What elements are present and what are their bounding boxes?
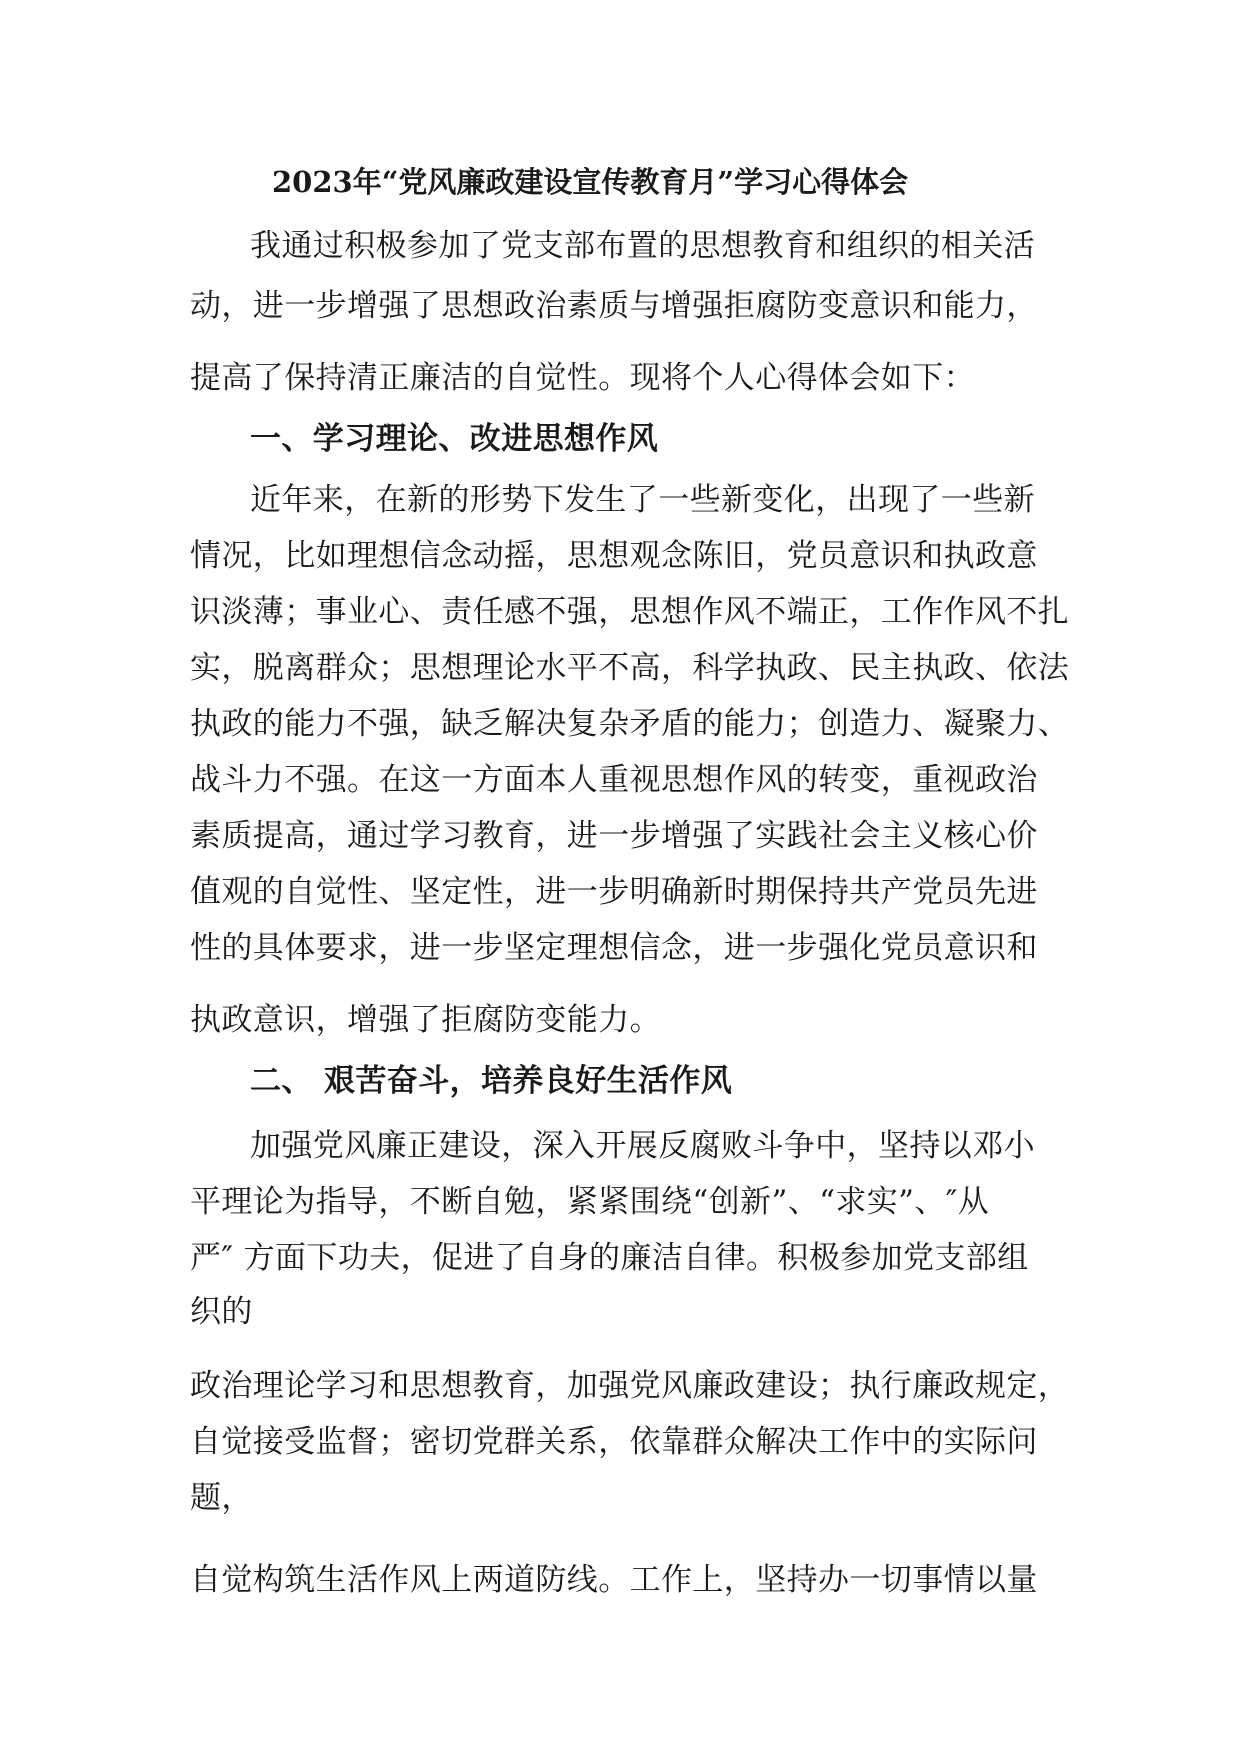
paragraph-3-line-4: 织的 bbox=[190, 1294, 253, 1330]
paragraph-2-line-2: 情况，比如理想信念动摇，思想观念陈旧，党员意识和执政意 bbox=[190, 538, 1038, 574]
paragraph-2-line-8: 值观的自觉性、坚定性，进一步明确新时期保持共产党员先进 bbox=[190, 874, 1038, 910]
paragraph-4-line-2: 自觉接受监督；密切党群关系，依靠群众解决工作中的实际问 bbox=[190, 1424, 1038, 1460]
section-heading-1: 一、学习理论、改进思想作风 bbox=[250, 421, 659, 457]
document-title: 2023年“党风廉政建设宣传教育月”学习心得体会 bbox=[272, 165, 909, 199]
paragraph-3-line-2: 平理论为指导，不断自勉，紧紧围绕“创新”、“求实”、″从 bbox=[190, 1184, 990, 1220]
paragraph-2-line-1: 近年来，在新的形势下发生了一些新变化，出现了一些新 bbox=[250, 482, 1035, 518]
paragraph-2-line-6: 战斗力不强。在这一方面本人重视思想作风的转变，重视政治 bbox=[190, 762, 1038, 798]
paragraph-2-line-3: 识淡薄；事业心、责任感不强，思想作风不端正，工作作风不扎 bbox=[190, 594, 1070, 630]
paragraph-4-line-3: 题， bbox=[190, 1480, 253, 1516]
paragraph-3-line-1: 加强党风廉正建设，深入开展反腐败斗争中，坚持以邓小 bbox=[250, 1128, 1035, 1164]
section-heading-2: 二、 艰苦奋斗，培养良好生活作风 bbox=[250, 1063, 733, 1099]
paragraph-5-line-1: 自觉构筑生活作风上两道防线。工作上，坚持办一切事情以量 bbox=[190, 1562, 1038, 1598]
paragraph-4-line-1: 政治理论学习和思想教育，加强党风廉政建设；执行廉政规定， bbox=[190, 1368, 1070, 1404]
paragraph-2-line-7: 素质提高，通过学习教育，进一步增强了实践社会主义核心价 bbox=[190, 818, 1038, 854]
paragraph-1-line-1: 我通过积极参加了党支部布置的思想教育和组织的相关活 bbox=[250, 228, 1035, 264]
paragraph-2-line-10: 执政意识，增强了拒腐防变能力。 bbox=[190, 1002, 661, 1038]
paragraph-2-line-9: 性的具体要求，进一步坚定理想信念，进一步强化党员意识和 bbox=[190, 930, 1038, 966]
paragraph-3-line-3: 严″ 方面下功夫，促进了自身的廉洁自律。积极参加党支部组 bbox=[190, 1240, 1029, 1276]
paragraph-1-line-2: 动，进一步增强了思想政治素质与增强拒腐防变意识和能力， bbox=[190, 288, 1038, 324]
paragraph-2-line-4: 实，脱离群众；思想理论水平不高，科学执政、民主执政、依法 bbox=[190, 650, 1070, 686]
paragraph-2-line-5: 执政的能力不强，缺乏解决复杂矛盾的能力；创造力、凝聚力、 bbox=[190, 706, 1070, 742]
paragraph-1-line-3: 提高了保持清正廉洁的自觉性。现将个人心得体会如下： bbox=[190, 360, 975, 396]
